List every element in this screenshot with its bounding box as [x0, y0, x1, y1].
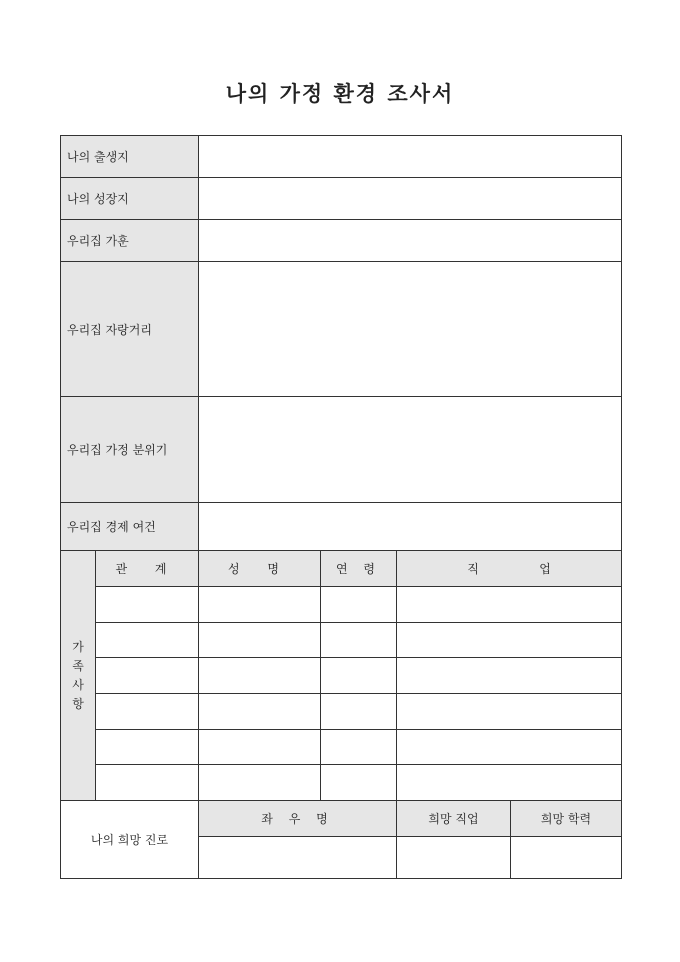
family-header-row — [61, 551, 622, 587]
family-motto-field[interactable] — [199, 220, 622, 262]
desired-education-header: 희망 학력 — [511, 801, 622, 837]
family-member-row — [61, 765, 622, 801]
age-cell[interactable] — [321, 658, 397, 694]
name-cell[interactable] — [199, 694, 321, 730]
relation-cell[interactable] — [96, 730, 199, 765]
job-cell[interactable] — [397, 765, 622, 801]
motto-field[interactable] — [199, 837, 397, 879]
relation-cell[interactable] — [96, 694, 199, 730]
name-cell[interactable] — [199, 623, 321, 658]
job-cell[interactable] — [397, 587, 622, 623]
relation-cell[interactable] — [96, 623, 199, 658]
relation-cell[interactable] — [96, 765, 199, 801]
motto-header: 좌 우 명 — [199, 801, 397, 837]
growth-place-field[interactable] — [199, 178, 622, 220]
family-atmosphere-row — [61, 397, 622, 503]
birthplace-label: 나의 출생지 — [61, 136, 199, 178]
name-header: 성 명 — [199, 551, 321, 587]
family-member-row — [61, 730, 622, 765]
birthplace-row — [61, 136, 622, 178]
desired-job-header: 희망 직업 — [397, 801, 511, 837]
family-member-row — [61, 694, 622, 730]
desired-job-field[interactable] — [397, 837, 511, 879]
name-cell[interactable] — [199, 587, 321, 623]
family-motto-label: 우리집 가훈 — [61, 220, 199, 262]
job-cell[interactable] — [397, 623, 622, 658]
economic-condition-row — [61, 503, 622, 551]
job-cell[interactable] — [397, 658, 622, 694]
page-title: 나의 가정 환경 조사서 — [225, 81, 455, 106]
age-cell[interactable] — [321, 765, 397, 801]
family-pride-label: 우리집 자랑거리 — [61, 262, 199, 397]
growth-place-label: 나의 성장지 — [61, 178, 199, 220]
career-header-row — [61, 801, 622, 837]
name-cell[interactable] — [199, 730, 321, 765]
age-cell[interactable] — [321, 587, 397, 623]
job-cell[interactable] — [397, 730, 622, 765]
family-atmosphere-label: 우리집 가정 분위기 — [61, 397, 199, 503]
age-cell[interactable] — [321, 623, 397, 658]
age-cell[interactable] — [321, 730, 397, 765]
economic-condition-field[interactable] — [199, 503, 622, 551]
growth-place-row — [61, 178, 622, 220]
relation-cell[interactable] — [96, 587, 199, 623]
job-header: 직 업 — [397, 551, 622, 587]
career-label: 나의 희망 진로 — [61, 801, 199, 879]
family-member-row — [61, 587, 622, 623]
job-cell[interactable] — [397, 694, 622, 730]
family-section-label: 가 족 사 항 — [61, 551, 96, 801]
birthplace-field[interactable] — [199, 136, 622, 178]
family-pride-field[interactable] — [199, 262, 622, 397]
desired-education-field[interactable] — [511, 837, 622, 879]
family-motto-row — [61, 220, 622, 262]
economic-condition-label: 우리집 경제 여건 — [61, 503, 199, 551]
age-header: 연 령 — [321, 551, 397, 587]
relation-header: 관 계 — [96, 551, 199, 587]
relation-cell[interactable] — [96, 658, 199, 694]
age-cell[interactable] — [321, 694, 397, 730]
family-atmosphere-field[interactable] — [199, 397, 622, 503]
name-cell[interactable] — [199, 658, 321, 694]
family-member-row — [61, 658, 622, 694]
family-member-row — [61, 623, 622, 658]
name-cell[interactable] — [199, 765, 321, 801]
survey-form-table — [60, 135, 622, 879]
family-pride-row — [61, 262, 622, 397]
